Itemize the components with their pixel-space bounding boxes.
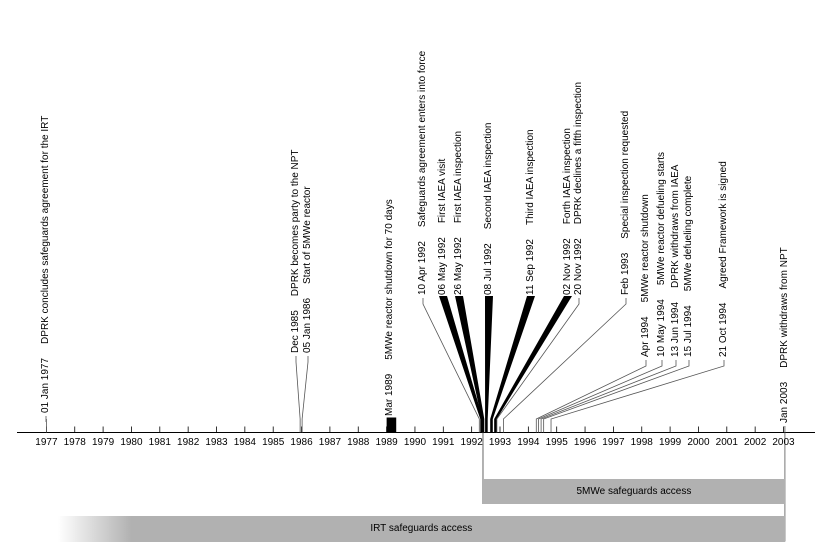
- event-date: 10 Apr 1992: [417, 241, 428, 295]
- year-label: 1981: [148, 437, 171, 448]
- event-label: [780, 247, 790, 423]
- event-label: [641, 194, 651, 357]
- event-date: Mar 1989: [384, 373, 395, 416]
- year-label: 1999: [658, 437, 682, 448]
- event-description: 5MWe reactor defueling starts: [656, 151, 667, 286]
- event-date: 02 Nov 1992: [562, 238, 573, 295]
- event-description: DPRK concludes safeguards agreement for the IRT: [40, 115, 51, 344]
- event-date: 06 May 1992: [437, 237, 448, 295]
- year-label: 2003: [772, 437, 795, 448]
- event-label: [563, 128, 573, 295]
- event-description: DPRK becomes party to the NPT: [290, 149, 301, 297]
- event-label: [484, 123, 494, 295]
- year-label: 1998: [630, 437, 653, 448]
- year-label: 1996: [573, 437, 597, 448]
- event-date: Apr 1994: [640, 316, 651, 357]
- year-label: 1984: [233, 437, 256, 448]
- year-label: 1987: [318, 437, 342, 448]
- year-label: 1989: [375, 437, 398, 448]
- event-leader-line: [544, 360, 689, 433]
- year-label: 1990: [403, 437, 427, 448]
- safeguards-bar-label: IRT safeguards access: [370, 523, 473, 535]
- event-description: Second IAEA inspection: [483, 122, 494, 230]
- event-leader-line: [539, 360, 662, 433]
- event-date: 21 Oct 1994: [718, 302, 729, 357]
- event-date: Jan 2003: [778, 381, 790, 423]
- event-description: DPRK declines a fifth inspection: [573, 81, 584, 225]
- event-date: Dec 1985: [290, 310, 301, 353]
- year-label: 1991: [432, 437, 455, 448]
- event-leader-line: [302, 356, 308, 433]
- year-label: 1977: [35, 437, 58, 448]
- year-label: 2002: [744, 437, 767, 448]
- event-label: [303, 186, 313, 353]
- event-date: 01 Jan 1977: [40, 357, 51, 413]
- event-date: 26 May 1992: [453, 237, 464, 295]
- event-label: [291, 149, 301, 353]
- event-description: DPRK withdraws from NPT: [778, 247, 790, 368]
- year-label: 1993: [488, 437, 512, 448]
- event-label: [657, 152, 667, 357]
- safeguards-bar-irt: [58, 516, 785, 542]
- year-label: 2000: [687, 437, 710, 448]
- event-date: 08 Jul 1992: [483, 243, 494, 295]
- event-date: 20 Nov 1992: [573, 238, 584, 295]
- event-label: [671, 165, 681, 357]
- event-description: Forth IAEA inspection: [562, 128, 573, 225]
- year-label: 1992: [460, 437, 483, 448]
- event-date: Feb 1993: [620, 252, 631, 295]
- year-label: 1986: [290, 437, 313, 448]
- event-description: Special inspection requested: [620, 110, 631, 239]
- event-label: [385, 199, 395, 416]
- event-label: [684, 176, 694, 357]
- year-label: 1995: [545, 437, 568, 448]
- year-label: 1994: [517, 437, 540, 448]
- event-label: [438, 159, 448, 295]
- year-label: 1980: [120, 437, 143, 448]
- event-label: [526, 129, 536, 295]
- event-label: [41, 116, 51, 413]
- event-description: 5MWe reactor shutdown for 70 days: [384, 199, 395, 360]
- year-label: 2001: [715, 437, 738, 448]
- event-duration-wedge: [485, 296, 493, 433]
- event-label: [574, 82, 584, 295]
- year-label: 1983: [205, 437, 228, 448]
- event-description: 5MWe reactor shutdown: [640, 194, 651, 303]
- event-date: 13 Jun 1994: [670, 301, 681, 357]
- event-description: Start of 5MWe reactor: [302, 186, 313, 284]
- year-label: 1988: [347, 437, 370, 448]
- event-leader-line: [296, 356, 300, 433]
- event-description: 5MWe defueling complete: [683, 175, 694, 292]
- event-label: [418, 51, 428, 295]
- event-date: 05 Jan 1986: [302, 297, 313, 353]
- event-description: Agreed Framework is signed: [718, 161, 729, 289]
- event-date: 15 Jul 1994: [683, 305, 694, 357]
- year-label: 1982: [177, 437, 200, 448]
- event-description: First IAEA inspection: [453, 130, 464, 224]
- event-date: 11 Sep 1992: [525, 239, 536, 295]
- safeguards-bar-label: 5MWe safeguards access: [576, 485, 692, 497]
- event-leader-line: [541, 360, 676, 433]
- event-description: First IAEA visit: [437, 158, 448, 224]
- event-label: [719, 161, 729, 357]
- event-leader-line: [551, 360, 724, 433]
- event-description: DPRK withdraws from IAEA: [670, 164, 681, 288]
- year-label: 1979: [91, 437, 115, 448]
- year-label: 1985: [262, 437, 285, 448]
- year-label: 1997: [602, 437, 625, 448]
- shutdown-duration-block: [387, 418, 397, 433]
- event-label: [621, 111, 631, 295]
- event-description: Safeguards agreement enters into force: [417, 50, 428, 228]
- event-label: [454, 131, 464, 295]
- year-label: 1978: [63, 437, 86, 448]
- event-description: Third IAEA inspection: [525, 129, 536, 226]
- event-date: 10 May 1994: [656, 299, 667, 357]
- event-duration-wedge: [494, 296, 572, 433]
- safeguards-bar-5mwe: [483, 479, 785, 505]
